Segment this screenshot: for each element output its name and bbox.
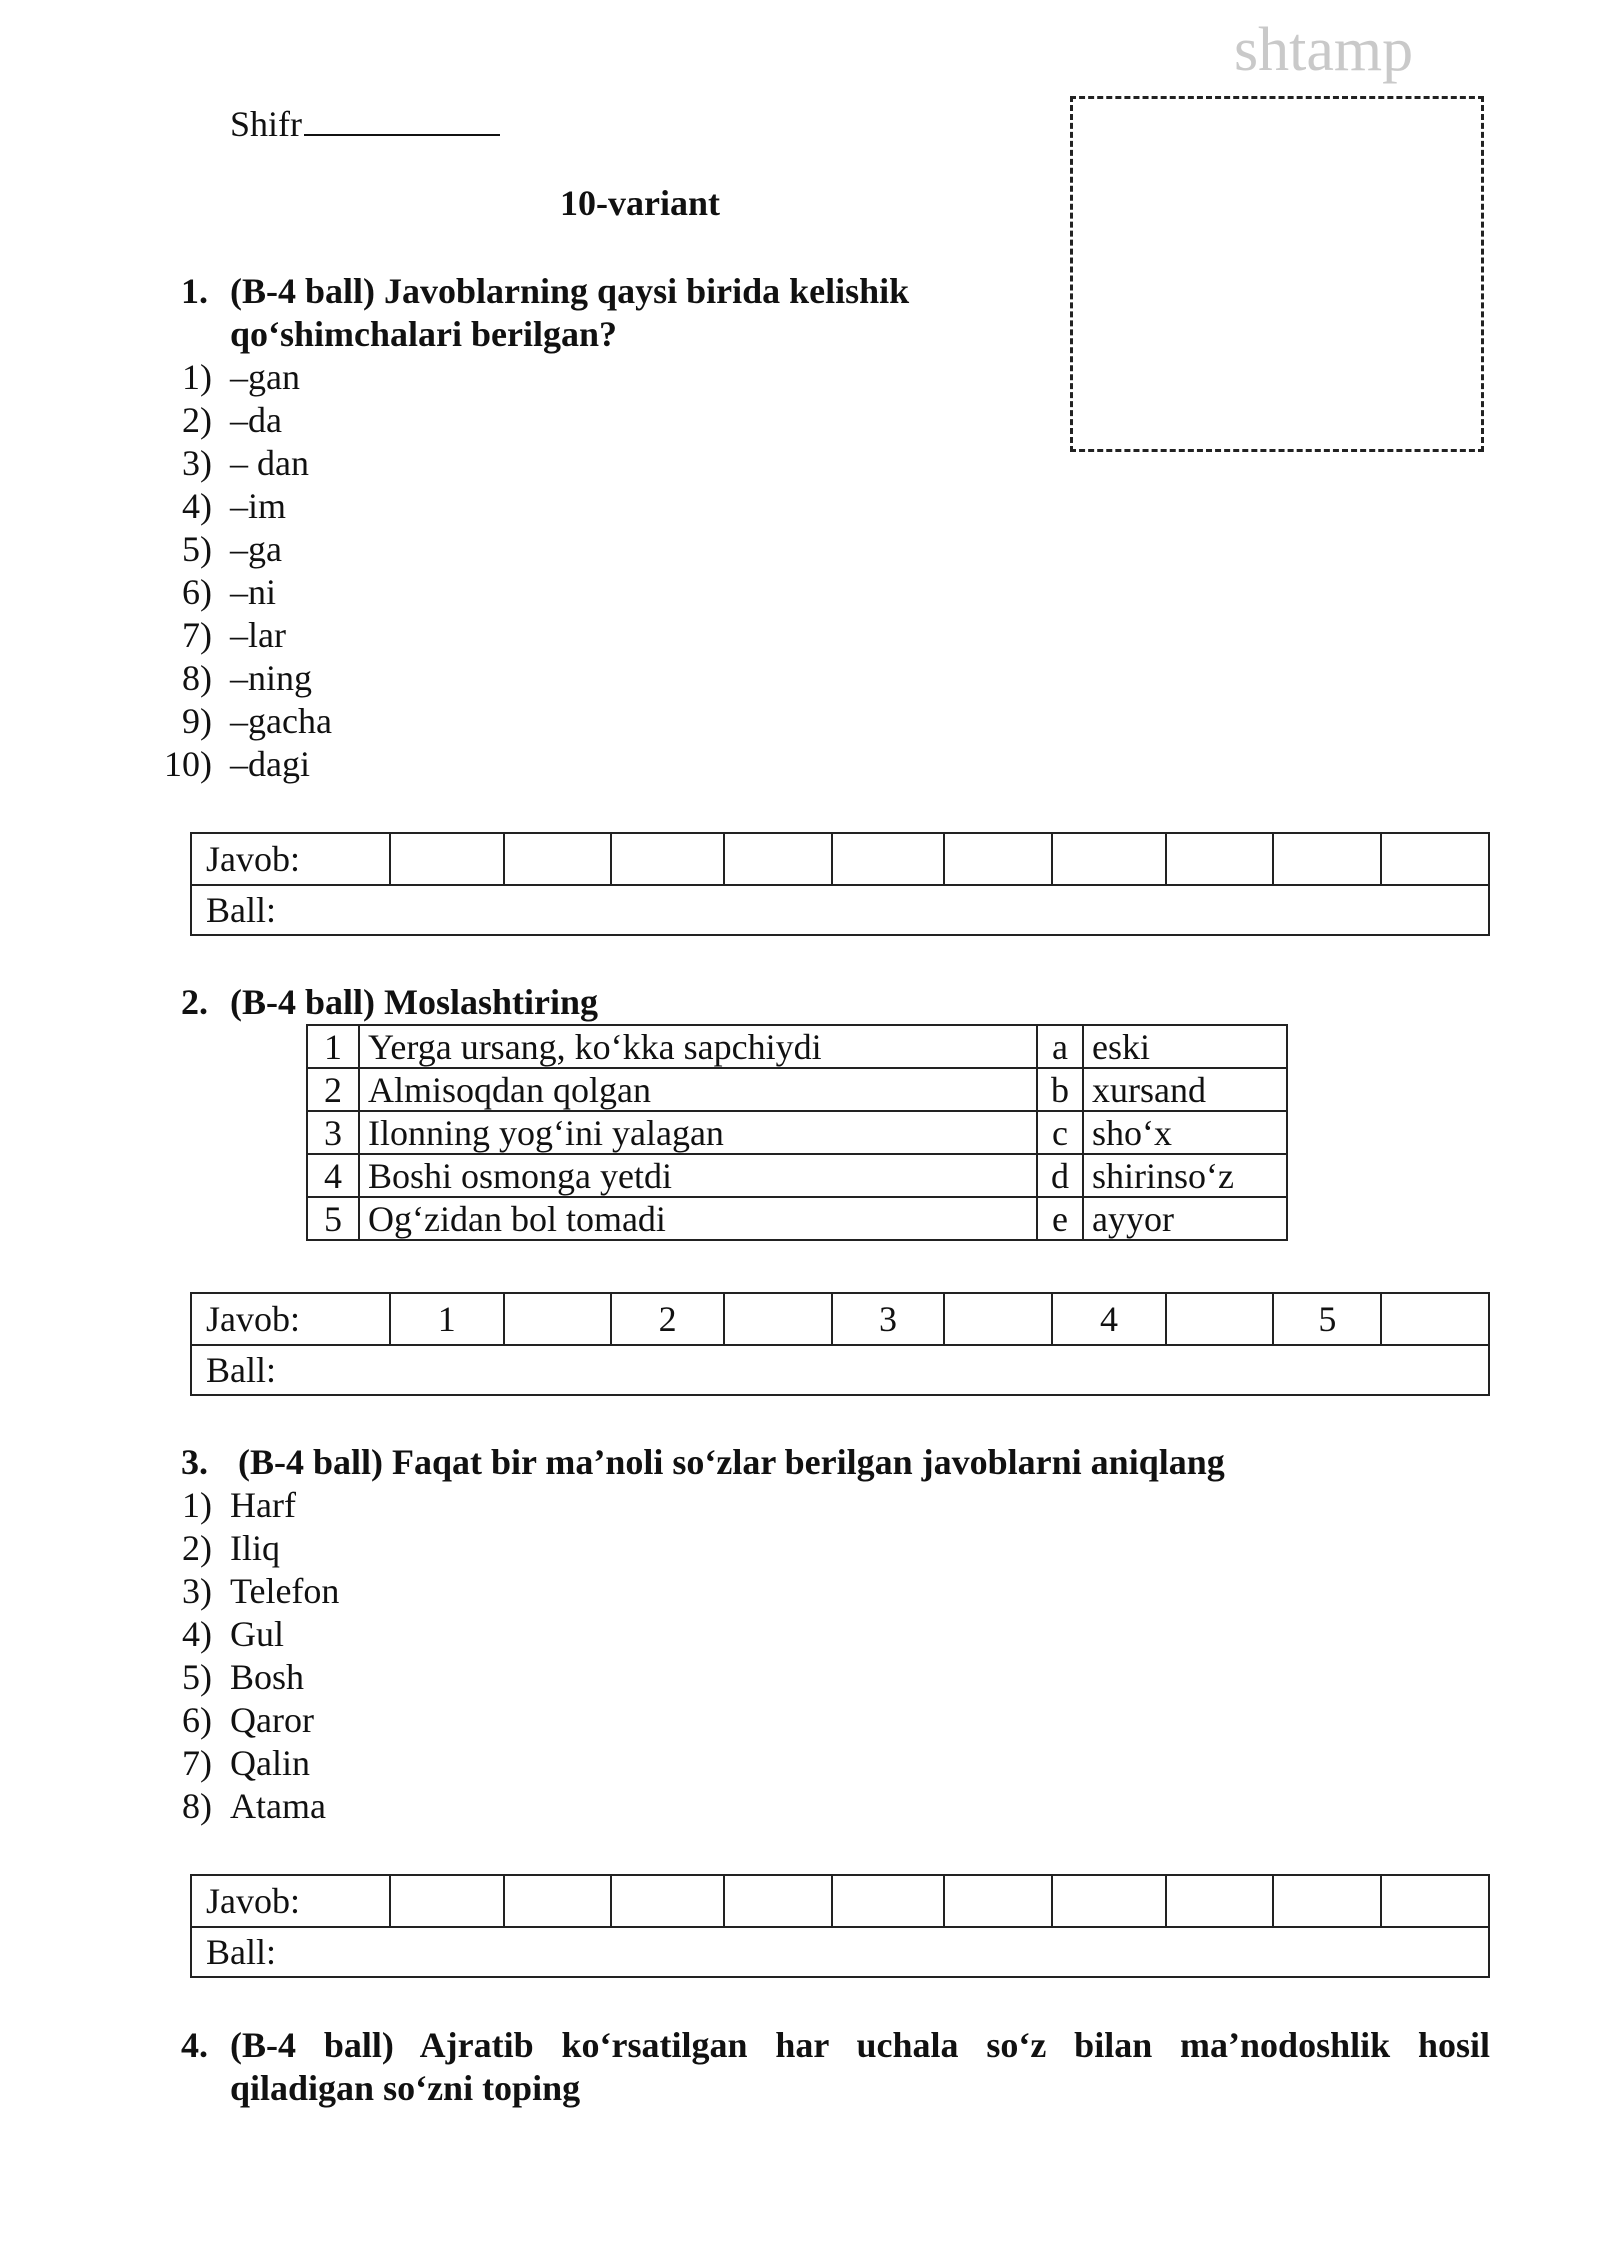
pair-right-text: eski [1083,1025,1287,1068]
option-text: –lar [230,615,286,655]
answer-table-2 [190,1292,1490,1396]
question-number: 2. [181,982,208,1022]
answer-number-5: 5 [1273,1293,1381,1345]
ball-label[interactable]: Ball: [191,1345,1489,1395]
pair-number: 1 [307,1025,359,1068]
option-number: 1) [182,1485,212,1525]
option-text: – dan [230,443,309,483]
option-number: 2) [182,1528,212,1568]
answer-number-3: 3 [832,1293,945,1345]
answer-cell[interactable] [504,1293,612,1345]
answer-cell[interactable] [611,833,724,885]
pair-number: 5 [307,1197,359,1240]
option-text: –gacha [230,701,332,741]
pair-number: 3 [307,1111,359,1154]
answer-cell[interactable] [1381,833,1489,885]
shifr-field[interactable] [230,98,500,146]
pair-letter: b [1037,1068,1083,1111]
pair-right-text: shirinso‘z [1083,1154,1287,1197]
javob-label: Javob: [191,1875,390,1927]
option-number: 6) [182,1700,212,1740]
option-text: –ning [230,658,313,698]
shifr-blank-line[interactable] [304,98,500,136]
answer-cell[interactable] [1052,1875,1166,1927]
option-number: 7) [182,1743,212,1783]
pair-letter: a [1037,1025,1083,1068]
answer-cell[interactable] [832,1875,945,1927]
answer-number-4: 4 [1052,1293,1166,1345]
option-number: 2) [182,400,212,440]
question-text: (B-4 ball) Moslashtiring [230,982,599,1022]
option-text: Bosh [230,1657,305,1697]
option-number: 8) [182,658,212,698]
pair-number: 4 [307,1154,359,1197]
option-text: Telefon [230,1571,340,1611]
answer-cell[interactable] [1166,1875,1274,1927]
answer-cell[interactable] [611,1875,724,1927]
question-text-line2: qiladigan so‘zni toping [230,2068,581,2108]
answer-table-3 [190,1874,1490,1978]
answer-cell[interactable] [724,833,832,885]
pair-left-text: Og‘zidan bol tomadi [359,1197,1037,1240]
question-number: 3. [181,1442,208,1482]
answer-cell[interactable] [504,1875,612,1927]
ball-label[interactable]: Ball: [191,885,1489,935]
table-row [307,1154,1287,1197]
answer-number-1: 1 [390,1293,504,1345]
answer-cell[interactable] [832,833,945,885]
option-text: –gan [230,357,300,397]
pair-letter: e [1037,1197,1083,1240]
option-text: Gul [230,1614,284,1654]
answer-cell[interactable] [944,833,1052,885]
pair-left-text: Almisoqdan qolgan [359,1068,1037,1111]
option-number: 5) [182,1657,212,1697]
option-text: –da [230,400,282,440]
answer-cell[interactable] [1381,1875,1489,1927]
answer-cell[interactable] [1273,1875,1381,1927]
ball-label[interactable]: Ball: [191,1927,1489,1977]
option-text: Atama [230,1786,326,1826]
answer-cell[interactable] [944,1293,1052,1345]
question-text: (B-4 ball) Ajratib ko‘rsatilgan har uchala so‘z bilan ma’nodoshlik hosil [230,2025,1490,2065]
pair-letter: c [1037,1111,1083,1154]
question-number: 4. [181,2025,208,2065]
answer-cell[interactable] [724,1293,832,1345]
answer-cell[interactable] [944,1875,1052,1927]
answer-cell[interactable] [1052,833,1166,885]
stamp-box [1070,96,1484,452]
option-number: 8) [182,1786,212,1826]
option-number: 4) [182,1614,212,1654]
answer-cell[interactable] [504,833,612,885]
matching-table [306,1024,1288,1241]
pair-letter: d [1037,1154,1083,1197]
pair-number: 2 [307,1068,359,1111]
option-text: Harf [230,1485,296,1525]
answer-cell[interactable] [1166,833,1274,885]
option-number: 3) [182,443,212,483]
pair-right-text: ayyor [1083,1197,1287,1240]
answer-cell[interactable] [1166,1293,1274,1345]
pair-left-text: Ilonning yog‘ini yalagan [359,1111,1037,1154]
option-text: –dagi [230,744,310,784]
option-number: 9) [182,701,212,741]
javob-label: Javob: [191,1293,390,1345]
answer-cell[interactable] [724,1875,832,1927]
shifr-label: Shifr [230,104,302,144]
table-row [307,1025,1287,1068]
variant-title: 10-variant [560,183,720,223]
option-text: –ga [230,529,282,569]
option-number: 4) [182,486,212,526]
pair-right-text: xursand [1083,1068,1287,1111]
option-number: 3) [182,1571,212,1611]
pair-left-text: Boshi osmonga yetdi [359,1154,1037,1197]
option-text: Qaror [230,1700,314,1740]
option-number: 10) [164,744,212,784]
stamp-label: shtamp [1234,16,1414,84]
question-text: (B-4 ball) Faqat bir ma’noli so‘zlar berilgan javoblarni aniqlang [238,1442,1225,1482]
option-text: Iliq [230,1528,280,1568]
option-text: Qalin [230,1743,310,1783]
table-row [307,1111,1287,1154]
option-number: 6) [182,572,212,612]
question-text: (B-4 ball) Javoblarning qaysi birida kelishik [230,271,910,311]
pair-left-text: Yerga ursang, ko‘kka sapchiydi [359,1025,1037,1068]
answer-cell[interactable] [1381,1293,1489,1345]
table-row [307,1197,1287,1240]
table-row [307,1068,1287,1111]
option-text: –ni [230,572,277,612]
answer-number-2: 2 [611,1293,724,1345]
option-number: 5) [182,529,212,569]
answer-cell[interactable] [1273,833,1381,885]
answer-cell[interactable] [390,1875,504,1927]
pair-right-text: sho‘x [1083,1111,1287,1154]
option-number: 1) [182,357,212,397]
question-number: 1. [181,271,208,311]
answer-table-1 [190,832,1490,936]
javob-label: Javob: [191,833,390,885]
option-number: 7) [182,615,212,655]
option-text: –im [230,486,287,526]
question-text-line2: qo‘shimchalari berilgan? [230,314,618,354]
answer-cell[interactable] [390,833,504,885]
